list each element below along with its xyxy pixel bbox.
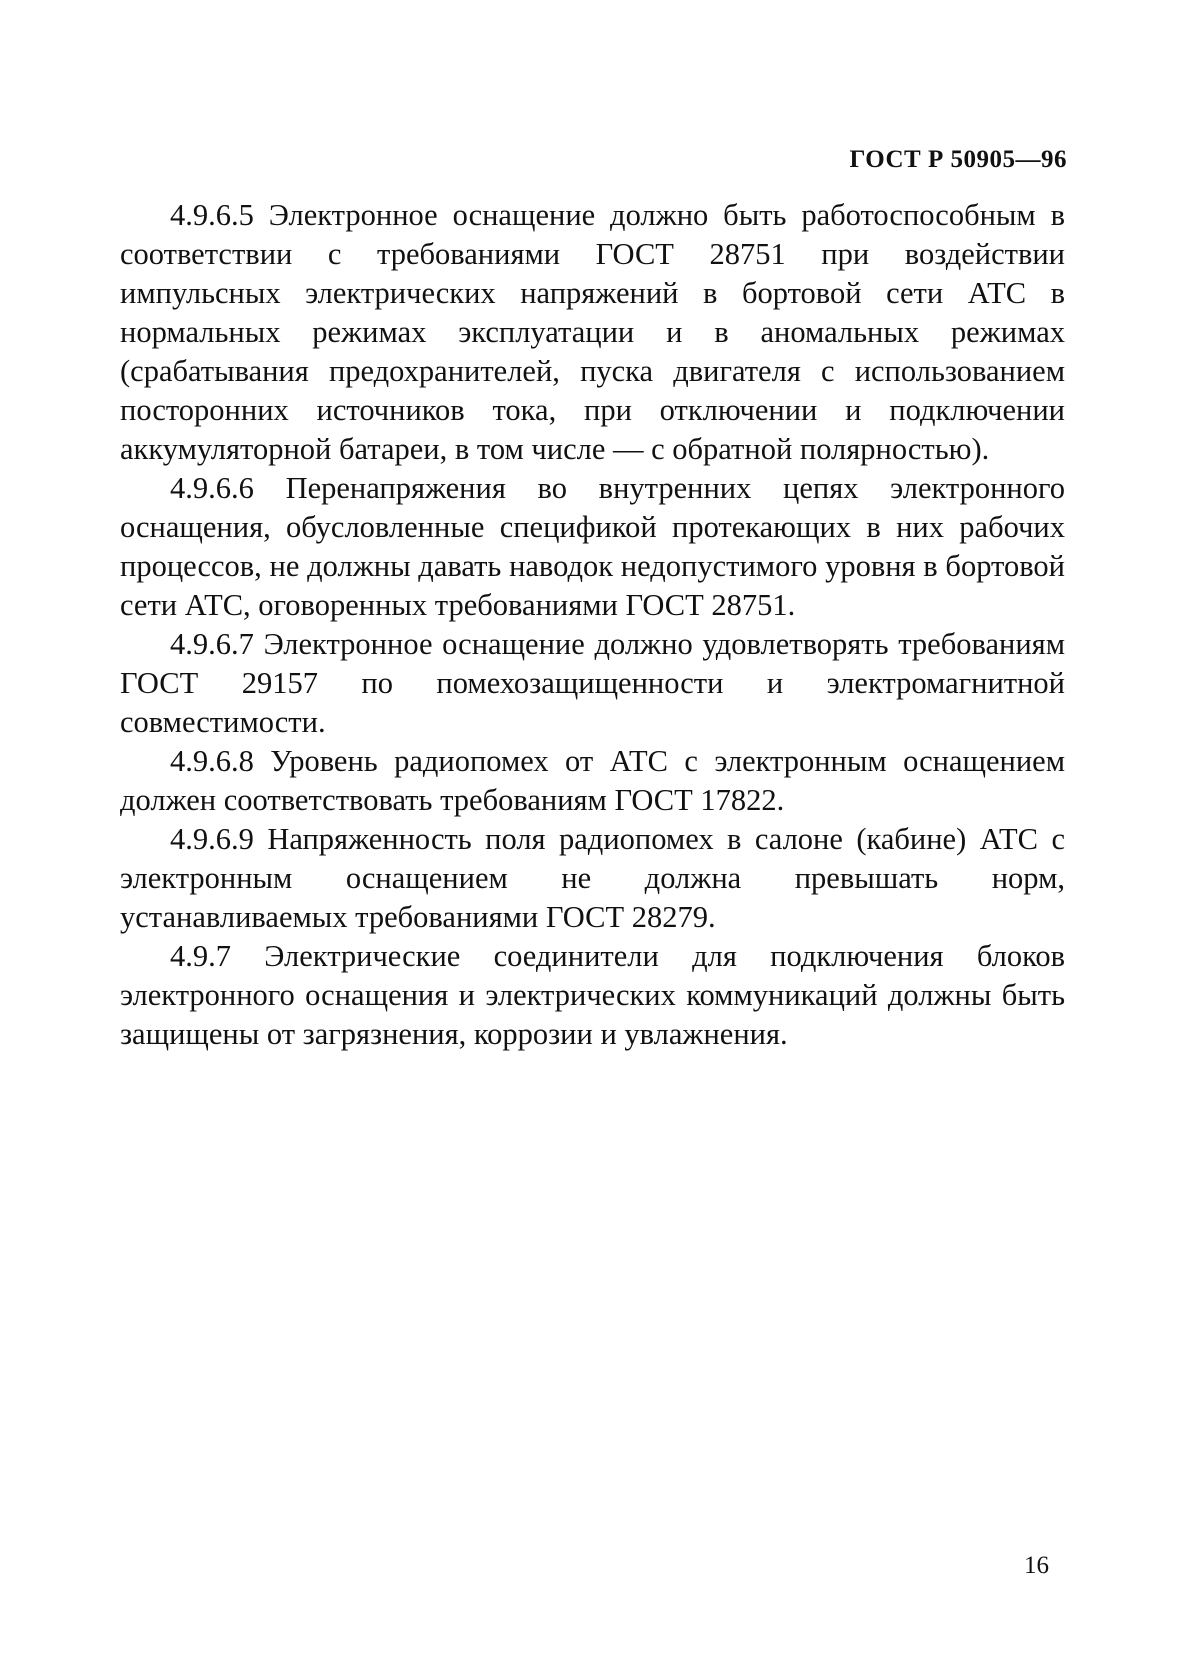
document-body	[120, 196, 1065, 1054]
paragraph-4-9-6-7: 4.9.6.7 Электронное оснащение должно удовлетворять требованиям ГОСТ 29157 по помехозащищенности и электромагнитной совместимости.	[120, 627, 1065, 739]
paragraph-4-9-6-5: 4.9.6.5 Электронное оснащение должно быть работоспособным в соответствии с требованиями ГОСТ 28751 при воздействии импульсных электрических напряжений в бортовой сети АТС в нормальных режимах эксплуатации и в аномальных режимах (срабатывания предохранителей, пуска двигателя с использованием посторонних источников тока, при отключении и подключении аккумуляторной батареи, в том числе — с обратной полярностью).	[120, 198, 1065, 466]
paragraph-4-9-6-8: 4.9.6.8 Уровень радиопомех от АТС с электронным оснащением должен соответствовать требованиям ГОСТ 17822.	[120, 744, 1065, 817]
paragraph-4-9-6-6: 4.9.6.6 Перенапряжения во внутренних цепях электронного оснащения, обусловленные спецификой протекающих в них рабочих процессов, не должны давать наводок недопустимого уровня в бортовой сети АТС, оговоренных требованиями ГОСТ 28751.	[120, 471, 1065, 622]
paragraph-4-9-6-9: 4.9.6.9 Напряженность поля радиопомех в салоне (кабине) АТС с электронным оснащением не должна превышать норм, устанавливаемых требованиями ГОСТ 28279.	[120, 822, 1065, 934]
document-code-header: ГОСТ Р 50905—96	[849, 146, 1067, 173]
paragraph-4-9-7: 4.9.7 Электрические соединители для подключения блоков электронного оснащения и электрических коммуникаций должны быть защищены от загрязнения, коррозии и увлажнения.	[120, 939, 1065, 1051]
page-number: 16	[1024, 1552, 1049, 1579]
